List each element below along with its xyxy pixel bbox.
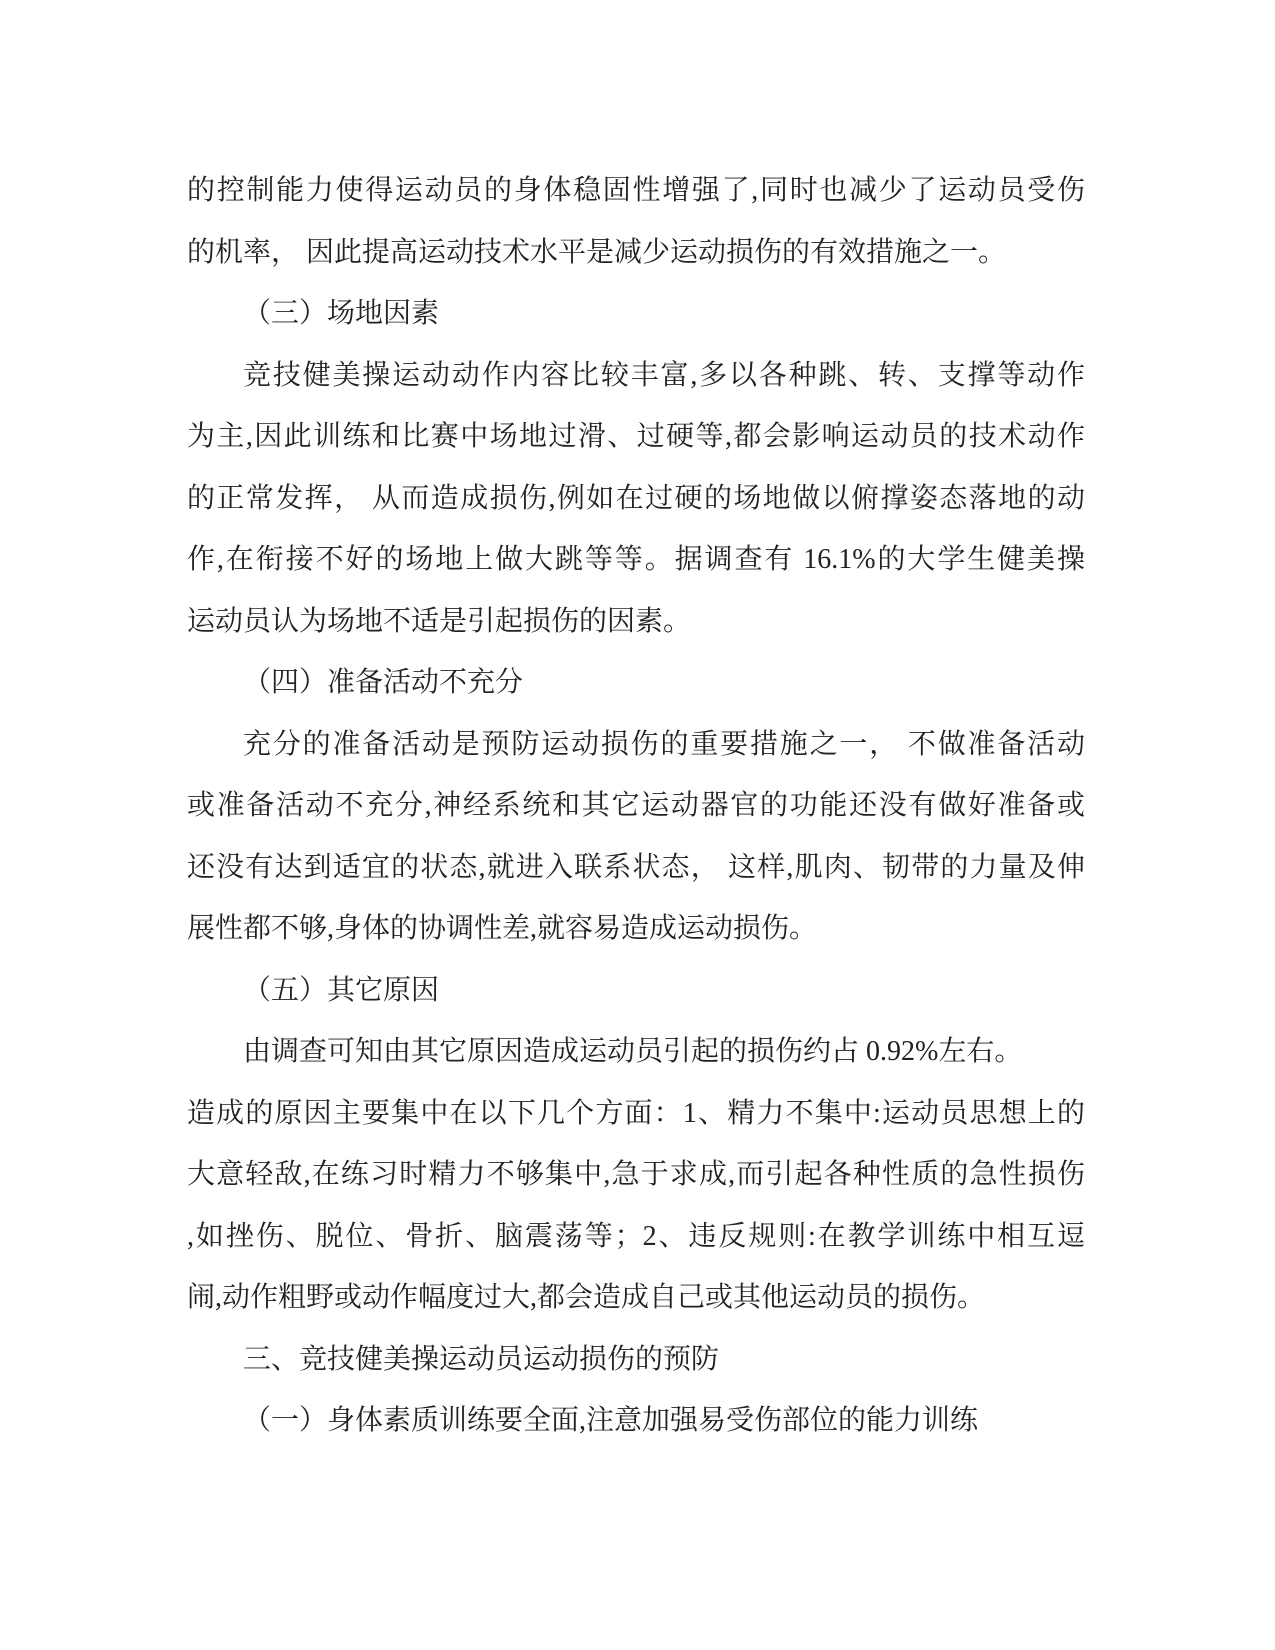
text-line: 或准备活动不充分,神经系统和其它运动器官的功能还没有做好准备或 [187,790,1085,821]
text-line: 由调查可知由其它原因造成运动员引起的损伤约占 0.92%左右。 [243,1036,1023,1067]
text-line: 的正常发挥， 从而造成损伤,例如在过硬的场地做以俯撑姿态落地的动 [187,482,1085,514]
text-line: ,如挫伤、脱位、骨折、脑震荡等；2、违反规则:在教学训练中相互逗 [187,1220,1085,1252]
text-line: 三、竞技健美操运动员运动损伤的预防 [243,1343,720,1375]
text-line: （三）场地因素 [243,298,440,329]
text-line: 的控制能力使得运动员的身体稳固性增强了,同时也减少了运动员受伤 [187,175,1085,206]
text-line: 的机率， 因此提高运动技术水平是减少运动损伤的有效措施之一。 [187,236,1007,268]
text-line: （一）身体素质训练要全面,注意加强易受伤部位的能力训练 [243,1405,979,1436]
text-line: 造成的原因主要集中在以下几个方面：1、精力不集中:运动员思想上的 [187,1097,1085,1129]
text-line: （四）准备活动不充分 [243,667,524,698]
text-line: 运动员认为场地不适是引起损伤的因素。 [187,605,692,637]
text-line: 展性都不够,身体的协调性差,就容易造成运动损伤。 [187,913,818,944]
text-line: 闹,动作粗野或动作幅度过大,都会造成自己或其他运动员的损伤。 [187,1282,986,1313]
text-line: 作,在衔接不好的场地上做大跳等等。据调查有 16.1%的大学生健美操 [187,544,1085,575]
text-line: 大意轻敌,在练习时精力不够集中,急于求成,而引起各种性质的急性损伤 [187,1159,1085,1190]
text-line: 充分的准备活动是预防运动损伤的重要措施之一， 不做准备活动 [243,728,1085,760]
text-line: 还没有达到适宜的状态,就进入联系状态， 这样,肌肉、韧带的力量及伸 [187,851,1085,883]
text-line: 为主,因此训练和比赛中场地过滑、过硬等,都会影响运动员的技术动作 [187,421,1085,452]
text-line: （五）其它原因 [243,974,440,1006]
text-line: 竞技健美操运动动作内容比较丰富,多以各种跳、转、支撑等动作 [243,359,1085,391]
document-body [187,160,1085,1452]
